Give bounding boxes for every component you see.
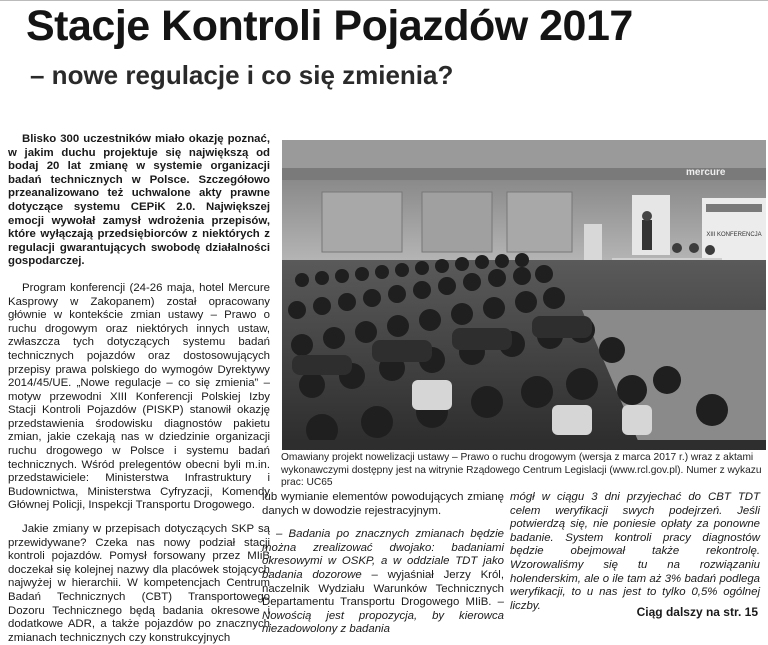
article-title: Stacje Kontroli Pojazdów 2017 [26, 2, 633, 50]
quote-text: – Badania po znacznych zmianach będzie można zrealizować dwojako: badaniami okresowymi w OSKP, a w oddziale TDT jako badania dozorowe [262, 528, 504, 581]
top-rule [0, 0, 768, 1]
paragraph-quote [262, 528, 504, 637]
paragraph-changes: Jakie zmiany w przepisach dotyczących SKP są przewidywane? Czeka nas nowy podział stacji kontroli pojazdów. Pomysł forsowany przez MIiB doczekał się kolejnej nazwy dla placówek stojących najwyżej w hierarchii. W kompetencjach Centrum Badań Technicznych (CBT) Transportowego Dozoru Technicznego będą badania okresowe i dodatkowe ADR, a także pojazdów po znacznych zmianach technicznych czy konstrukcyjnych [8, 523, 270, 644]
column-right [510, 491, 760, 613]
paragraph-program: Program konferencji (24-26 maja, hotel Mercure Kasprowy w Zakopanem) został opracowany głównie w kontekście zmian ustawy – Prawo o ruchu drogowym oraz niektórych innych ustaw, zwłaszcza tych dotyczących systemu badań technicznych pojazdów oraz dostosowujących przepisy prawa polskiego do wymogów Dyrektywy 2014/45/UE. „Nowe regulacje – co się zmienia” – motyw przewodni XIII Konferencji Polskiej Izby Stacji Kontroli Pojazdów (PISKP) stanowił okazję przedstawienia środowisku diagnostów pakietu zmian, jakie czekają nas w dziedzinie organizacji ruchu drogowego w Polsce i systemu badań technicznych. Wśród prelegentów obecni byli m.in. przedstawiciele: Ministerstwa Infrastruktury i Budownictwa, Ministerstwa Cyfryzacji, Komendy Głównej Policji, Inspekcji Transportu Drogowego. [8, 281, 270, 512]
paragraph-continuation: lub wymianie elementów powodujących zmianę danych w dowodzie rejestracyjnym. [262, 491, 504, 517]
hotel-sign: mercure [686, 167, 726, 178]
banner-text: XIII KONFERENCJA [706, 232, 762, 238]
paragraph-verification: mógł w ciągu 3 dni przyjechać do CBT TDT celem weryfikacji swych podejrzeń. Jeśli potwierdzą się, nie poniesie opłaty za ponowne badanie. System kontroli pracy diagnostów będzie obejmował także rekontrolę. Wzorowaliśmy się tu na rozwiązaniu holenderskim, ale o ile tam aż 3% badań podlega weryfikacji, to u nas jest to tylko 0,5% ogólnej liczby. [510, 491, 760, 612]
article-subtitle: – nowe regulacje i co się zmienia? [30, 60, 454, 90]
continued-note: Ciąg dalszy na str. 15 [636, 605, 758, 619]
photo-caption: Omawiany projekt nowelizacji ustawy – Prawo o ruchu drogowym (wersja z marca 2017 r.) wraz z aktami wykonawczymi dostępny jest na witrynie Rządowego Centrum Legislacji (www.rcl.gov.pl). Numer z wykazu prac: UC65 [281, 452, 762, 488]
quote-attribution: – wyjaśniał Jerzy Król, naczelnik Wydziału Warunków Technicznych Departamentu Transportu Drogowego MIiB. [262, 568, 504, 609]
quote-text-2: – Nowością jest propozycja, by kierowca niezadowolony z badania [262, 596, 505, 636]
column-left [8, 133, 270, 645]
conference-photo [282, 140, 766, 450]
column-middle [262, 491, 504, 637]
article-lead: Blisko 300 uczestników miało okazję poznać, w jakim duchu projektuje się największą od bodaj 20 lat zmianę w systemie organizacji badań technicznych w Polsce. Szczegółowo przeanalizowano też uchwalone akty prawne dotyczące systemu CEPiK 2.0. Największej emocji wywołał zamysł wdrożenia przepisów, które wyłączają przedsiębiorców z niektórych z regulacji gwarantujących swobodę działalności gospodarczej. [8, 133, 270, 268]
